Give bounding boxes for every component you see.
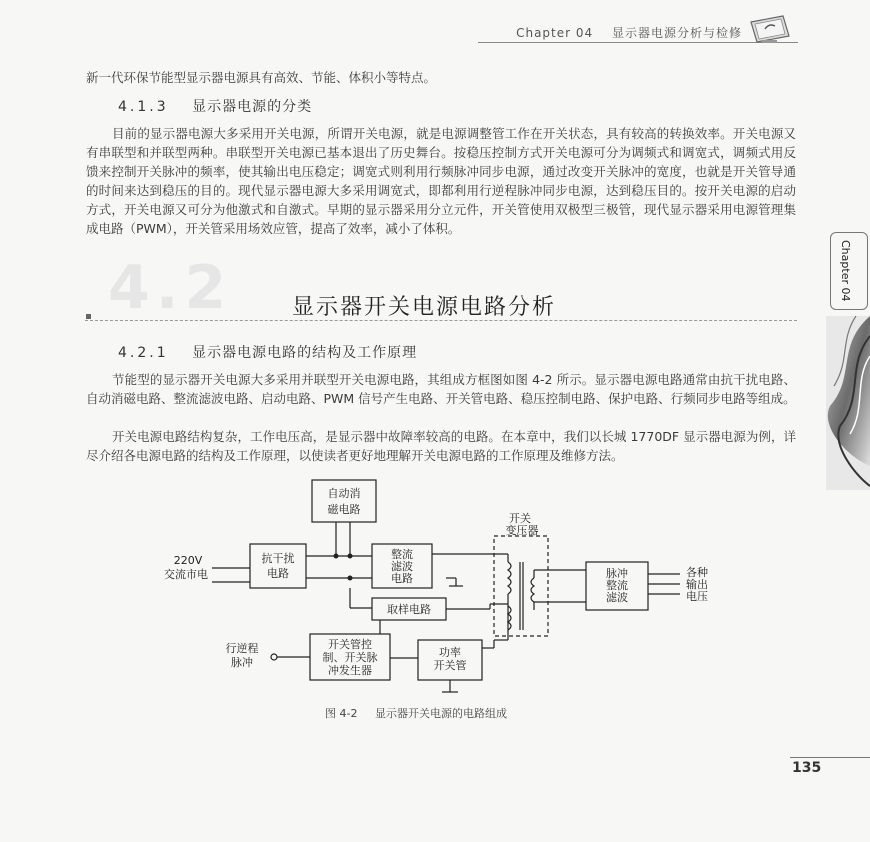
figure-text: 显示器开关电源的电路组成 — [374, 707, 507, 720]
section-title-42: 显示器开关电源电路分析 — [292, 295, 557, 320]
sampling-label: 取样电路 — [387, 603, 431, 616]
transformer-label: 变压器 — [505, 524, 539, 537]
heading-rule — [85, 320, 797, 321]
side-tab-text: Chapter 04 — [839, 240, 852, 302]
section-title: 显示器电源电路的结构及工作原理 — [192, 345, 418, 361]
input-label: 交流市电 — [164, 568, 208, 581]
figure-caption — [325, 705, 507, 721]
header-title: 显示器电源分析与检修 — [611, 26, 742, 40]
emi-label: 电路 — [267, 567, 289, 580]
monitor-icon — [745, 12, 793, 46]
output-label: 滤波 — [606, 591, 628, 604]
paragraph-421-2: 开关电源电路结构复杂，工作电压高，是显示器中故障率较高的电路。在本章中，我们以长城 1770DF 显示器电源为例，详尽介绍各电源电路的结构及工作原理，以使读者更好地理解开关电源电路的工作原理及维修方法。 — [86, 429, 796, 463]
degauss-label: 磁电路 — [327, 503, 361, 516]
input-label: 220V — [173, 554, 203, 567]
output-label: 整流 — [606, 579, 628, 592]
intro-line: 新一代环保节能型显示器电源具有高效、节能、体积小等特点。 — [86, 70, 437, 85]
emi-filter-box — [250, 544, 306, 588]
block-diagram — [150, 470, 740, 705]
power-switch-label: 开关管 — [433, 659, 467, 672]
degauss-label: 自动消 — [327, 487, 361, 500]
section-heading-413 — [118, 96, 312, 116]
rectifier-label: 滤波 — [391, 560, 413, 573]
header-chapter: Chapter 04 — [516, 26, 594, 40]
control-label: 开关管控 — [328, 638, 372, 651]
control-label: 制、开关脉 — [322, 651, 378, 664]
section-number: 4.2.1 — [118, 345, 169, 361]
figure-number: 图 4-2 — [325, 707, 358, 720]
section-number-42: 4.2 — [108, 253, 233, 323]
rectifier-label: 电路 — [391, 572, 413, 585]
power-switch-label: 功率 — [439, 646, 461, 659]
flyback-label: 脉冲 — [231, 656, 253, 669]
outputs-label: 输出 — [686, 578, 708, 591]
control-label: 冲发生器 — [328, 664, 372, 677]
section-title: 显示器电源的分类 — [192, 99, 313, 115]
decorative-swirl-graphic — [826, 316, 870, 490]
paragraph-413: 目前的显示器电源大多采用开关电源，所谓开关电源，就是电源调整管工作在开关状态，具有较高的转换效率。开关电源又有串联型和并联型两种。串联型开关电源已基本退出了历史舞台。按稳压控制方式开关电源可分为调频式和调宽式，调频式用反馈来控制开关脉冲的频率，使其输出电压稳定；调宽式则利用行频脉冲同步电源，通过改变开关脉冲的宽度，也就是开关管导通的时间来达到稳压的目的。现代显示器电源大多采用调宽式，即都利用行逆程脉冲同步电源，达到稳压目的。按开关电源的启动方式，开关电源又可分为他激式和自激式。早期的显示器采用分立元件，开关管使用双极型三极管，现代显示器采用电源管理集成电路（PWM），开关管采用场效应管，提高了效率，减小了体积。 — [86, 126, 796, 236]
outputs-label: 电压 — [686, 590, 708, 603]
transformer-label: 开关 — [509, 512, 531, 525]
emi-label: 抗干扰 — [261, 552, 295, 565]
section-heading-421 — [118, 342, 417, 362]
running-header — [516, 24, 742, 41]
paragraph-421-1: 节能型的显示器开关电源大多采用并联型开关电源电路，其组成方框图如图 4-2 所示。显示器电源电路通常由抗干扰电路、自动消磁电路、整流滤波电路、启动电路、PWM 信号产生电路、开关管电路、稳压控制电路、保护电路、行频同步电路等组成。 — [86, 372, 796, 406]
output-label: 脉冲 — [606, 567, 628, 580]
section-number: 4.1.3 — [118, 99, 169, 115]
page-number: 135 — [792, 760, 822, 776]
flyback-label: 行逆程 — [225, 642, 259, 655]
rectifier-label: 整流 — [391, 548, 413, 561]
footer-rule — [790, 757, 870, 758]
chapter-side-label — [832, 236, 862, 304]
transformer-frame — [494, 536, 548, 636]
outputs-label: 各种 — [686, 566, 708, 579]
heading-marker — [86, 314, 91, 319]
